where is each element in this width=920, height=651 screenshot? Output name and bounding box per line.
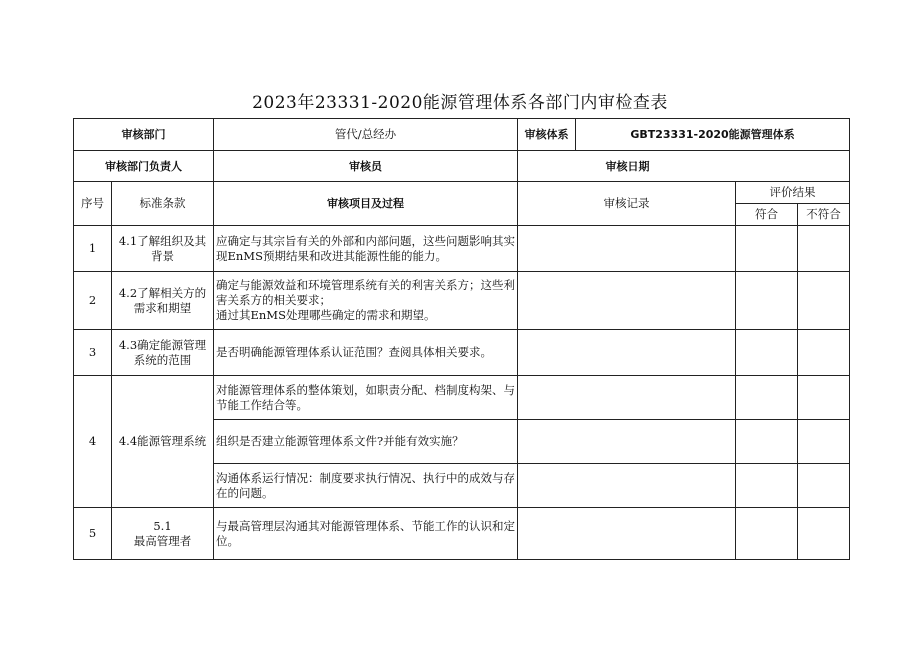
row-nonconform: [798, 330, 850, 376]
page-title: 2023年23331-2020能源管理体系各部门内审检查表: [252, 93, 668, 113]
row-nonconform: [798, 420, 850, 464]
col-item: 审核项目及过程: [214, 182, 518, 226]
table-row: [74, 330, 850, 376]
row-conform: [736, 420, 798, 464]
row-clause: 5.1 最高管理者: [112, 508, 214, 560]
row-no: 3: [74, 330, 112, 376]
row-clause: 4.3确定能源管理系统的范围: [112, 330, 214, 376]
row-record: [518, 420, 736, 464]
header-row-department: [74, 119, 850, 151]
row-item: 组织是否建立能源管理体系文件?并能有效实施？: [214, 420, 518, 464]
row-item: 应确定与其宗旨有关的外部和内部问题，这些问题影响其实现EnMS预期结果和改进其能源性能的能力。: [214, 226, 518, 272]
header-row-people: [74, 151, 850, 182]
table-row: [74, 376, 850, 420]
manager-label: 审核部门负责人: [74, 151, 214, 182]
row-conform: [736, 272, 798, 330]
row-record: [518, 464, 736, 508]
row-no: 2: [74, 272, 112, 330]
row-conform: [736, 330, 798, 376]
row-item: 对能源管理体系的整体策划，如职责分配、档制度构架、与节能工作结合等。: [214, 376, 518, 420]
row-no: 5: [74, 508, 112, 560]
row-record: [518, 226, 736, 272]
row-conform: [736, 226, 798, 272]
row-no: 4: [74, 376, 112, 508]
row-nonconform: [798, 508, 850, 560]
col-result: 评价结果: [736, 182, 850, 204]
row-no: 1: [74, 226, 112, 272]
table-row: [74, 226, 850, 272]
column-header-row: [74, 182, 850, 204]
row-conform: [736, 508, 798, 560]
system-label: 审核体系: [518, 119, 576, 151]
table-row: [74, 272, 850, 330]
row-clause: 4.1了解组织及其背景: [112, 226, 214, 272]
dept-value: 管代/总经办: [214, 119, 518, 151]
row-record: [518, 508, 736, 560]
col-no: 序号: [74, 182, 112, 226]
row-nonconform: [798, 272, 850, 330]
col-nonconform: 不符合: [798, 204, 850, 226]
dept-label: 审核部门: [74, 119, 214, 151]
row-nonconform: [798, 376, 850, 420]
date-label: 审核日期: [576, 151, 850, 182]
col-conform: 符合: [736, 204, 798, 226]
row-item: 与最高管理层沟通其对能源管理体系、节能工作的认识和定位。: [214, 508, 518, 560]
row-clause: 4.4能源管理系统: [112, 376, 214, 508]
auditor-label: 审核员: [214, 151, 518, 182]
table-row: [74, 508, 850, 560]
row-item: 是否明确能源管理体系认证范围？查阅具体相关要求。: [214, 330, 518, 376]
row-item: 确定与能源效益和环境管理系统有关的利害关系方；这些利害关系方的相关要求； 通过其EnMS处理哪些确定的需求和期望。: [214, 272, 518, 330]
auditor-value: [518, 151, 576, 182]
row-clause: 4.2了解相关方的需求和期望: [112, 272, 214, 330]
row-record: [518, 272, 736, 330]
col-clause: 标准条款: [112, 182, 214, 226]
row-record: [518, 376, 736, 420]
col-record: 审核记录: [518, 182, 736, 226]
row-nonconform: [798, 464, 850, 508]
system-value: GBT23331-2020能源管理体系: [576, 119, 850, 151]
row-conform: [736, 464, 798, 508]
audit-checklist-table: [73, 118, 850, 560]
row-conform: [736, 376, 798, 420]
row-item: 沟通体系运行情况：制度要求执行情况、执行中的成效与存在的问题。: [214, 464, 518, 508]
row-record: [518, 330, 736, 376]
row-nonconform: [798, 226, 850, 272]
